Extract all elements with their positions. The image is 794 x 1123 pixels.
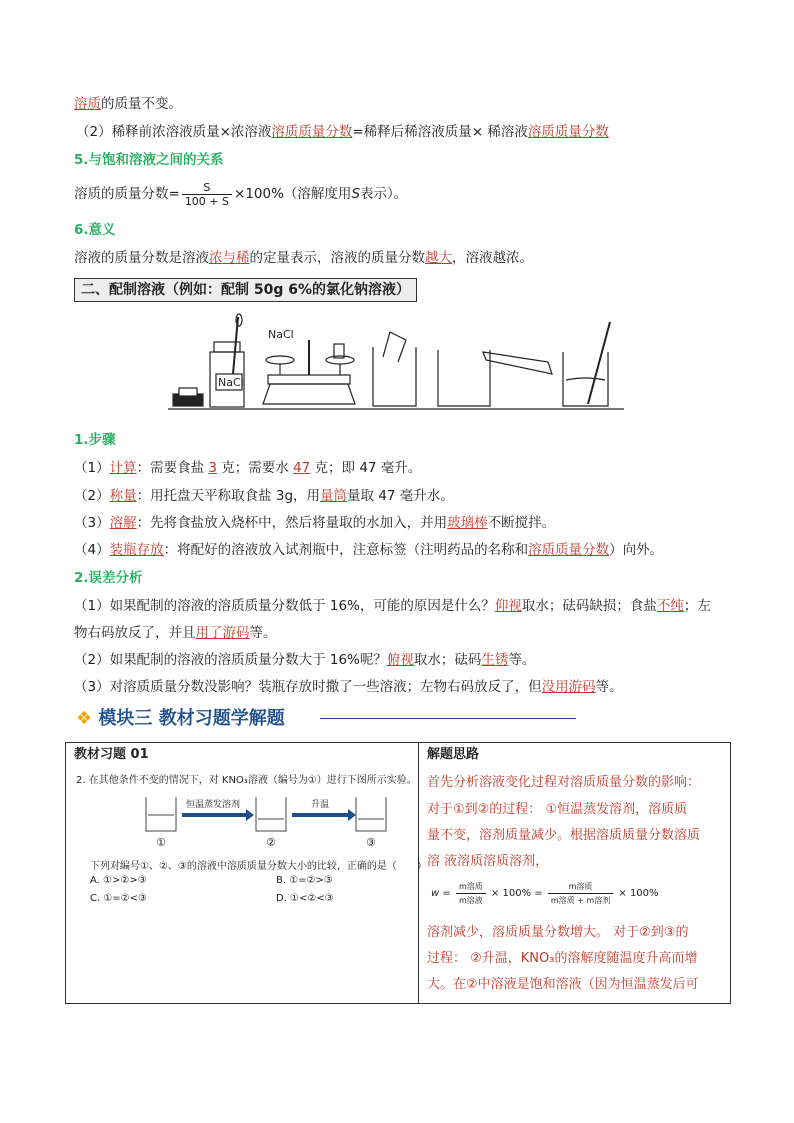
text: × 100% — [618, 888, 659, 899]
keyword: 俯视 — [386, 652, 414, 668]
step-line — [74, 486, 454, 506]
question-text: 下列对编号①、②、③的溶液中溶质质量分数大小的比较，正确的是（ ） — [90, 861, 427, 872]
solution-title: 解题思路 — [427, 747, 480, 762]
keyword: 计算 — [109, 460, 137, 476]
text: （2）如果配制的溶液的溶质质量分数大于 16%呢？ — [74, 652, 387, 668]
text: ：先将食盐放入烧杯中，然后将量取的水加入，并用 — [136, 515, 448, 531]
label: 升温 — [311, 800, 330, 810]
text: 的质量不变。 — [101, 96, 182, 112]
text: 溶质的质量分数= — [74, 186, 180, 202]
text: ：需要食盐 — [136, 460, 209, 476]
text: 的定量表示，溶液的质量分数 — [249, 250, 425, 266]
keyword: 3 — [208, 460, 217, 476]
solution-line: 首先分析溶液变化过程对溶质质量分数的影响： — [427, 775, 701, 790]
symbol: w = — [431, 888, 451, 899]
solution-formula — [431, 879, 659, 909]
denominator: 100 + S — [184, 194, 230, 208]
text: 等。 — [508, 652, 536, 668]
module-heading — [76, 707, 285, 731]
keyword: 溶质质量分数 — [528, 542, 610, 558]
solution-line: 过程： ②升温，KNO₃的溶解度随温度升高而增 — [427, 951, 698, 966]
error-line — [74, 650, 535, 670]
section-heading: 5.与饱和溶液之间的关系 — [74, 152, 224, 168]
option-b: B. ①=②>③ — [276, 875, 333, 886]
text: ：用托盘天平称取食盐 3g，用 — [136, 488, 321, 504]
text: 取水；砝码 — [413, 652, 482, 668]
text: 克；即 47 毫升。 — [310, 460, 422, 476]
question-text: 2. 在其他条件不变的情况下，对 KNO₃溶液（编号为①）进行下图所示实验。 — [76, 775, 417, 786]
keyword: 没用游码 — [541, 679, 596, 695]
text: ）向外。 — [609, 542, 664, 558]
formula-line — [74, 180, 407, 208]
solution-line: 溶 液溶质溶质溶剂， — [427, 854, 549, 869]
diamond-icon: ❖ — [76, 708, 93, 729]
exercise-table — [65, 742, 731, 1004]
text: （3） — [74, 515, 110, 531]
text: （1） — [74, 460, 110, 476]
error-line — [74, 677, 623, 697]
option-a: A. ①>②>③ — [90, 875, 147, 886]
keyword: 称量 — [109, 488, 137, 504]
section-heading: 6.意义 — [74, 222, 116, 238]
solution-cell — [419, 743, 731, 1004]
solution-line: 大。在②中溶液是饱和溶液（因为恒温蒸发后可 — [427, 977, 699, 992]
text: 等。 — [595, 679, 623, 695]
step-line — [74, 513, 555, 533]
denominator: m溶液 — [458, 895, 483, 905]
keyword: 用了游码 — [195, 625, 250, 641]
text-line — [76, 122, 609, 142]
text: 溶液的质量分数是溶液 — [74, 250, 209, 266]
text: ，溶液越浓。 — [452, 250, 533, 266]
text: 物右码放反了，并且 — [74, 625, 196, 641]
fraction — [182, 181, 232, 208]
option-c: C. ①=②<③ — [90, 893, 147, 904]
fraction — [456, 880, 486, 907]
keyword: 装瓶存放 — [109, 542, 164, 558]
keyword: 仰视 — [494, 598, 522, 614]
denominator: m溶质 + m溶剂 — [550, 895, 611, 905]
section-heading: 2.误差分析 — [74, 570, 143, 586]
keyword: 溶质质量分数 — [527, 124, 609, 140]
text: 等。 — [249, 625, 277, 641]
section-heading: 1.步骤 — [74, 432, 116, 448]
option-d: D. ①<②<③ — [276, 893, 334, 904]
keyword: 溶解 — [109, 515, 137, 531]
text: （4） — [74, 542, 110, 558]
label: NaCl — [218, 376, 244, 389]
text: ：将配好的溶液放入试剂瓶中，注意标签（注明药品的名称和 — [163, 542, 529, 558]
label: ③ — [366, 836, 376, 849]
arrow-icon — [292, 813, 348, 817]
error-line — [74, 623, 277, 643]
subsection-box: 二、配制溶液（例如：配制 50g 6%的氯化钠溶液） — [74, 278, 417, 302]
label: NaCl — [268, 328, 294, 341]
text-line — [74, 248, 533, 268]
beaker-diagram — [136, 791, 396, 853]
exercise-cell — [66, 743, 427, 1004]
keyword: 浓与稀 — [209, 250, 250, 266]
arrow-icon — [182, 813, 246, 817]
text: 克；需要水 — [216, 460, 294, 476]
numerator: m溶质 — [456, 880, 486, 894]
keyword: 量筒 — [320, 488, 348, 504]
text: 表示）。 — [360, 186, 408, 202]
text: ；左 — [683, 598, 711, 614]
text: （3）对溶质质量分数没影响？装瓶存放时撒了一些溶液；左物右码放反了，但 — [74, 679, 542, 695]
solution-line: 溶剂减少，溶质质量分数增大。 对于②到③的 — [427, 925, 689, 940]
keyword: 越大 — [425, 250, 452, 266]
numerator: m溶质 — [548, 880, 613, 894]
text: （2） — [74, 488, 110, 504]
text: × 100% = — [490, 888, 543, 899]
text: 量取 47 毫升水。 — [347, 488, 454, 504]
step-line — [74, 458, 421, 478]
numerator: S — [182, 181, 232, 195]
label: ② — [266, 836, 276, 849]
symbol: S — [351, 186, 361, 202]
fraction — [548, 880, 613, 907]
label: ① — [156, 836, 166, 849]
module-title: 模块三 教材习题学解题 — [98, 708, 285, 729]
keyword: 生锈 — [481, 652, 509, 668]
error-line — [74, 596, 711, 616]
text: （1）如果配制的溶液的溶质质量分数低于 16%，可能的原因是什么？ — [74, 598, 495, 614]
solution-line: 量不变，溶剂质量减少。根据溶质质量分数溶质 — [427, 828, 701, 843]
keyword: 溶质 — [74, 96, 101, 112]
step-line — [74, 540, 663, 560]
text: 不断搅拌。 — [487, 515, 556, 531]
keyword: 不纯 — [656, 598, 684, 614]
text: =稀释后稀溶液质量× 稀溶液 — [352, 124, 528, 140]
text: 取水；砝码缺损；食盐 — [521, 598, 657, 614]
text: ×100%（溶解度用 — [234, 186, 352, 202]
exercise-title: 教材习题 01 — [74, 747, 149, 762]
keyword: 47 — [293, 460, 311, 476]
divider — [320, 718, 576, 719]
text-line — [74, 94, 182, 114]
text: （2）稀释前浓溶液质量×浓溶液 — [76, 124, 272, 140]
solution-line: 对于①到②的过程： ①恒温蒸发溶剂，溶质质 — [427, 802, 688, 817]
label: 恒温蒸发溶剂 — [186, 800, 241, 810]
keyword: 溶质质量分数 — [271, 124, 353, 140]
lab-illustration — [168, 312, 624, 412]
keyword: 玻璃棒 — [447, 515, 488, 531]
